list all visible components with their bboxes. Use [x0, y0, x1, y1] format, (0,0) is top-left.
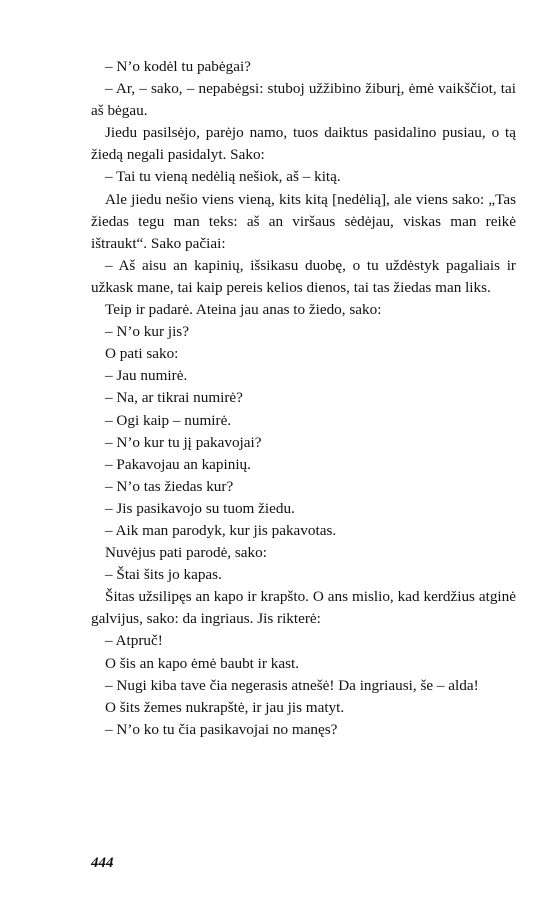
- paragraph: – Nugi kiba tave čia negerasis atnešė! Da ingriausi, še – alda!: [105, 676, 479, 694]
- paragraph: – N’o kur jis?: [105, 323, 189, 341]
- body-text: [91, 56, 516, 741]
- paragraph: – N’o ko tu čia pasikavojai no manęs?: [105, 720, 338, 738]
- paragraph: – Jau numirė.: [105, 367, 188, 385]
- paragraph: – Štai šits jo kapas.: [105, 566, 222, 584]
- paragraph: O šis an kapo ėmė baubt ir kast.: [105, 654, 300, 672]
- paragraph: – Aš aisu an kapinių, išsikasu duobę, o tu uždėstyk pagaliais ir užkask mane, tai kaip pereis kelios dienos, tai tas žiedas man liks.: [91, 256, 516, 296]
- paragraph: – N’o kodėl tu pabėgai?: [105, 58, 251, 75]
- paragraph: – Jis pasikavojo su tuom žiedu.: [105, 499, 295, 517]
- paragraph: – Aik man parodyk, kur jis pakavotas.: [105, 521, 337, 539]
- page-number: 444: [91, 855, 114, 871]
- paragraph: – Pakavojau an kapinių.: [105, 455, 251, 473]
- paragraph: – Na, ar tikrai numirė?: [105, 389, 243, 407]
- paragraph: Teip ir padarė. Ateina jau anas to žiedo, sako:: [105, 301, 382, 319]
- paragraph: Nuvėjus pati parodė, sako:: [105, 544, 267, 562]
- paragraph: – N’o kur tu jį pakavojai?: [105, 433, 262, 451]
- paragraph: – Tai tu vieną nedėlią nešiok, aš – kitą.: [105, 168, 341, 186]
- paragraph: – N’o tas žiedas kur?: [105, 477, 234, 495]
- paragraph: Jiedu pasilsėjo, parėjo namo, tuos daiktus pasidalino pusiau, o tą žiedą negali pasidalyt. Sako:: [91, 124, 516, 164]
- paragraph: – Atpruč!: [105, 632, 163, 650]
- paragraph: Ale jiedu nešio viens vieną, kits kitą [nedėlią], ale viens sako: „Tas žiedas tegu man teks: aš an viršaus sėdėjau, viskas man reikė ištraukt“. Sako pačiai:: [91, 190, 516, 252]
- paragraph: O šits žemes nukrapštė, ir jau jis matyt.: [105, 698, 345, 716]
- paragraph: – Ar, – sako, – nepabėgsi: stuboj užžibino žiburį, ėmė vaikščiot, tai aš bėgau.: [91, 80, 516, 120]
- paragraph: Šitas užsilipęs an kapo ir krapšto. O ans mislio, kad kerdžius atginė galvijus, sako: da ingriaus. Jis rikterė:: [91, 588, 516, 628]
- paragraph: O pati sako:: [105, 345, 179, 363]
- paragraph: – Ogi kaip – numirė.: [105, 411, 232, 429]
